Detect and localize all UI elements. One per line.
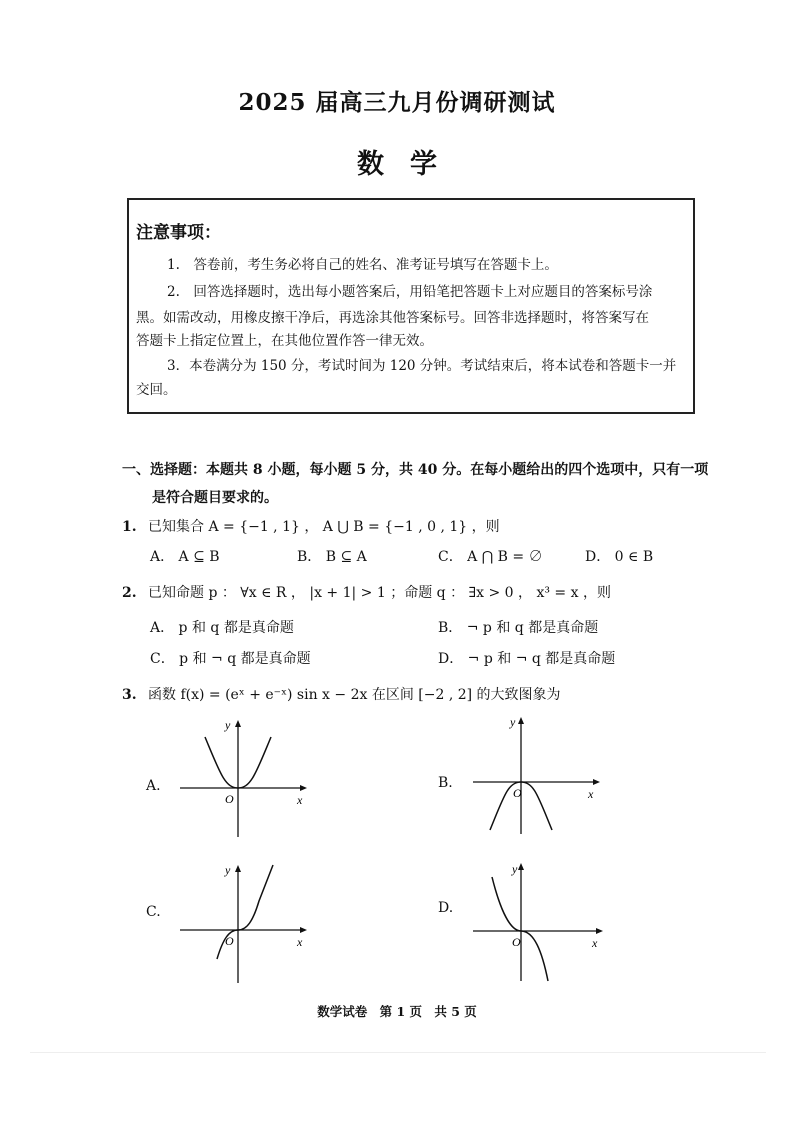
notice-line: 黑。如需改动，用橡皮擦干净后，再选涂其他答案标号。回答非选择题时，将答案写在 xyxy=(136,310,649,326)
notice-line: 2. 回答选择题时，选出每小题答案后，用铅笔把答题卡上对应题目的答案标号涂 xyxy=(167,284,653,300)
question-2-stem xyxy=(122,582,611,602)
footer-total: 共 5 页 xyxy=(434,1004,477,1019)
section-heading: 一、选择题：本题共 8 小题，每小题 5 分，共 40 分。在每小题给出的四个选项中，只有一项 xyxy=(122,462,709,478)
graph-d-label: D. xyxy=(438,900,454,916)
question-number: 3. xyxy=(122,687,137,703)
page-title: 2025 届高三九月份调研测试 xyxy=(238,89,556,116)
question-1-option-d: D． 0 ∈ B xyxy=(585,549,654,565)
page-footer xyxy=(0,1002,794,1020)
question-1-stem xyxy=(122,516,500,536)
origin-label: O xyxy=(513,786,522,800)
y-axis-label: y xyxy=(510,715,516,729)
question-2-option-d: D． ¬ p 和 ¬ q 都是真命题 xyxy=(438,651,616,667)
graph-b xyxy=(468,712,603,837)
graph-b-label: B. xyxy=(438,775,453,791)
question-text: 已知集合 A = {−1 , 1} ， A ⋃ B = {−1 , 0 , 1} ，则 xyxy=(148,519,500,535)
question-number: 2. xyxy=(122,585,137,601)
x-axis-label: x xyxy=(297,793,303,807)
question-1-option-b: B． B ⊆ A xyxy=(297,549,367,565)
notice-line: 1. 答卷前，考生务必将自己的姓名、准考证号填写在答题卡上。 xyxy=(167,257,558,273)
graph-d xyxy=(468,855,608,985)
bottom-divider xyxy=(30,1052,766,1053)
origin-label: O xyxy=(225,792,234,806)
notice-line: 答题卡上指定位置上，在其他位置作答一律无效。 xyxy=(136,333,433,349)
question-text: 已知命题 p ： ∀x ∈ R ， |x + 1| > 1 ；命题 q ： ∃x > 0 ， x³ = x ，则 xyxy=(148,585,611,601)
x-axis-label: x xyxy=(588,787,594,801)
origin-label: O xyxy=(225,934,234,948)
x-axis-label: x xyxy=(297,935,303,949)
notice-heading: 注意事项： xyxy=(136,223,221,243)
x-axis-label: x xyxy=(592,936,598,950)
footer-subject: 数学试卷 xyxy=(317,1004,368,1019)
graph-c-label: C. xyxy=(146,904,161,920)
graph-c xyxy=(175,857,310,987)
question-2-option-c: C． p 和 ¬ q 都是真命题 xyxy=(150,651,311,667)
question-1-option-c: C． A ⋂ B = ∅ xyxy=(438,549,543,565)
question-text: 函数 f(x) = (eˣ + e⁻ˣ) sin x − 2x 在区间 [−2 , 2] 的大致图象为 xyxy=(148,687,561,703)
question-3-stem xyxy=(122,684,561,704)
question-2-option-b: B． ¬ p 和 q 都是真命题 xyxy=(438,620,599,636)
y-axis-label: y xyxy=(225,718,231,732)
subject-title: 数学 xyxy=(357,149,463,180)
y-axis-label: y xyxy=(225,863,231,877)
y-axis-label: y xyxy=(512,862,518,876)
footer-page: 第 1 页 xyxy=(379,1004,422,1019)
section-heading-cont: 是符合题目要求的。 xyxy=(152,490,278,506)
question-number: 1. xyxy=(122,519,137,535)
notice-line: 交回。 xyxy=(136,382,177,398)
graph-a xyxy=(175,715,310,840)
origin-label: O xyxy=(512,935,521,949)
graph-a-label: A. xyxy=(146,778,161,794)
question-1-option-a: A． A ⊆ B xyxy=(150,549,220,565)
notice-line: 3．本卷满分为 150 分，考试时间为 120 分钟。考试结束后，将本试卷和答题卡一并 xyxy=(167,358,677,374)
question-2-option-a: A． p 和 q 都是真命题 xyxy=(150,620,294,636)
